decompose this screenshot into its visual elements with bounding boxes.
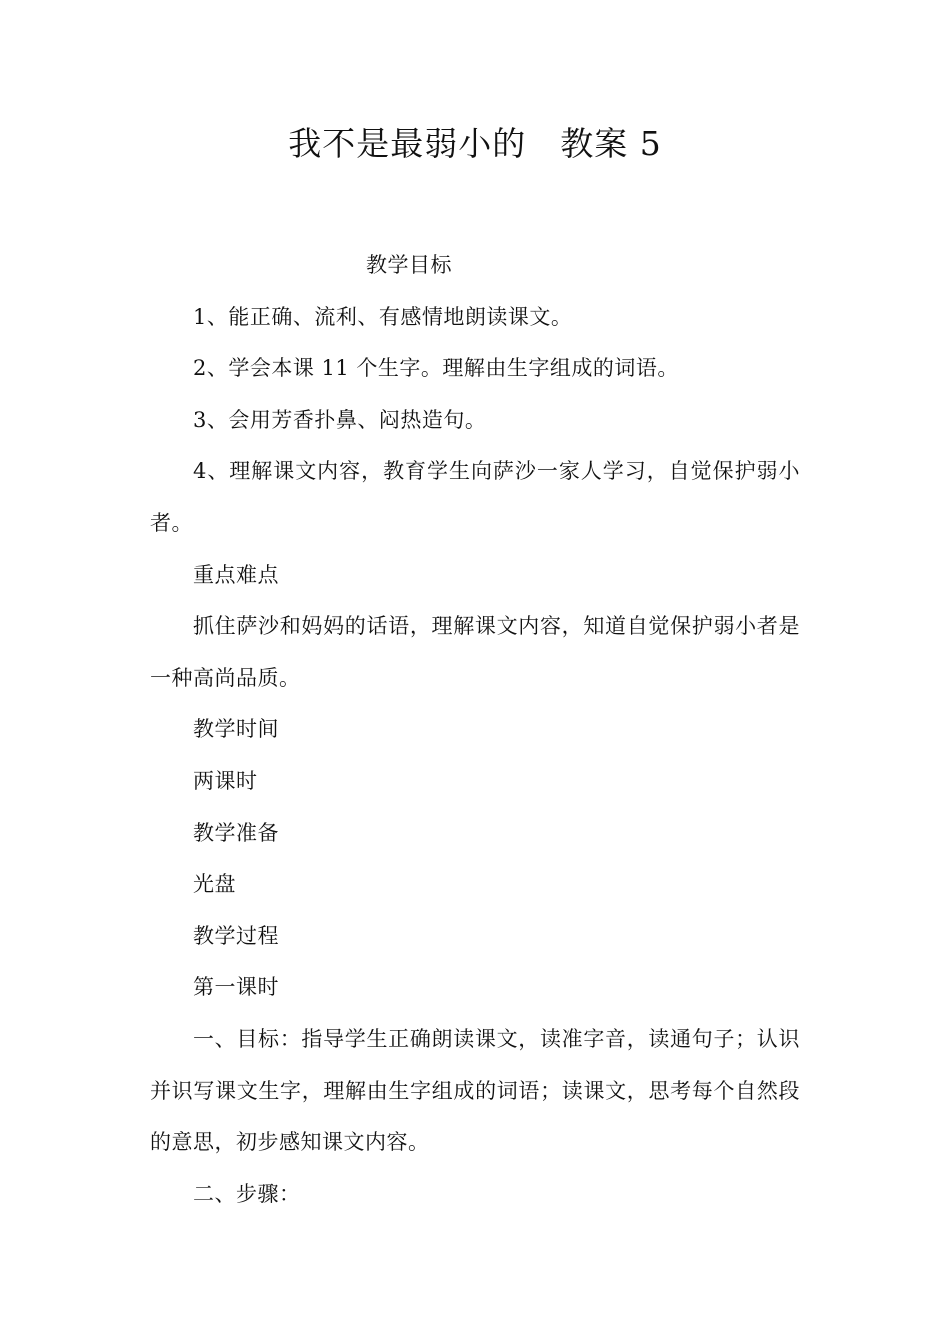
key-points-text: 抓住萨沙和妈妈的话语，理解课文内容，知道自觉保护弱小者是一种高尚品质。 — [150, 614, 800, 690]
objective-item: 4、理解课文内容，教育学生向萨沙一家人学习，自觉保护弱小者。 — [150, 459, 800, 535]
lesson-goal-text: 一、目标：指导学生正确朗读课文，读准字音，读通句子；认识并识写课文生字，理解由生字组成的词语；读课文，思考每个自然段的意思，初步感知课文内容。 — [150, 1026, 800, 1155]
time-text: 两课时 — [193, 768, 258, 793]
preparation-heading: 教学准备 — [193, 820, 279, 845]
preparation-text: 光盘 — [193, 872, 236, 897]
document-title: 我不是最弱小的 教案 5 — [288, 124, 662, 163]
document-body — [150, 240, 800, 1220]
time-heading: 教学时间 — [193, 717, 279, 742]
objectives-heading: 教学目标 — [366, 253, 452, 277]
objective-item: 1、能正确、流利、有感情地朗读课文。 — [193, 304, 573, 329]
steps-heading: 二、步骤： — [193, 1181, 301, 1206]
objective-item: 3、会用芳香扑鼻、闷热造句。 — [193, 407, 487, 432]
lesson-heading: 第一课时 — [193, 975, 279, 1000]
process-heading: 教学过程 — [193, 923, 279, 948]
key-points-heading: 重点难点 — [193, 562, 279, 587]
objective-item: 2、学会本课 11 个生字。理解由生字组成的词语。 — [193, 356, 679, 381]
